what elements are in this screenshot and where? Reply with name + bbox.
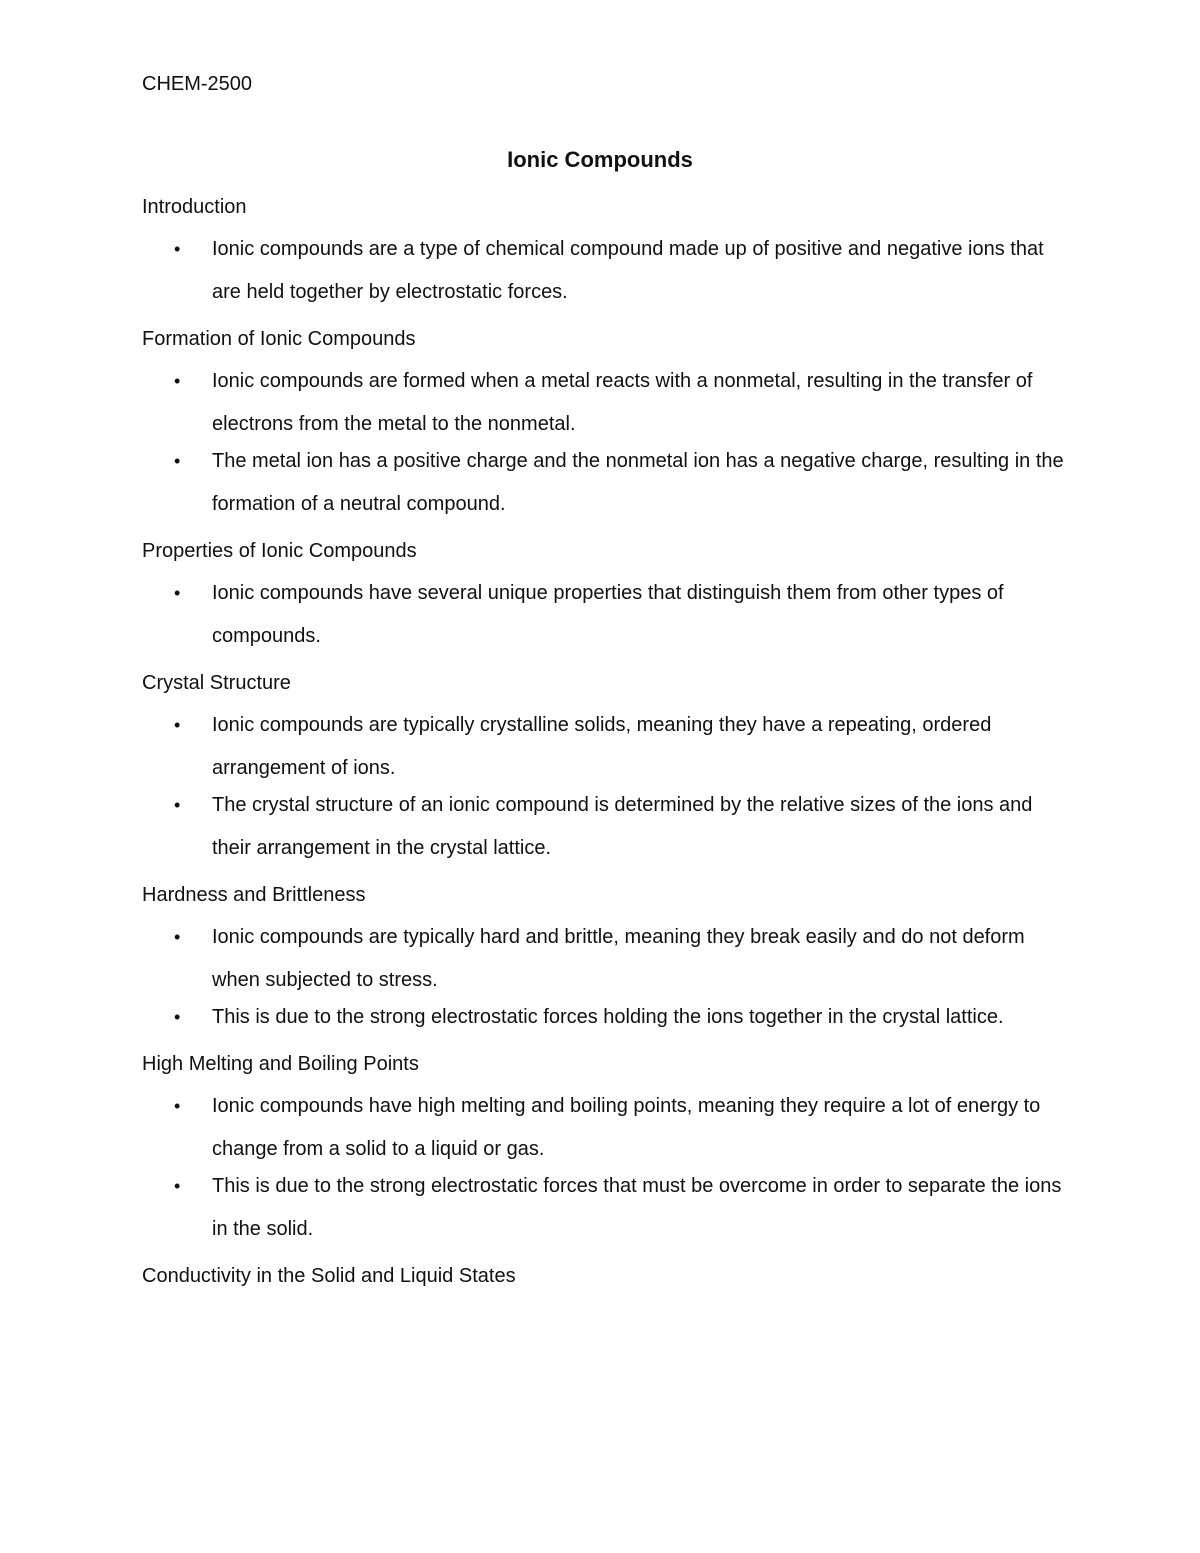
section-heading: High Melting and Boiling Points xyxy=(142,1053,419,1075)
bullet-list xyxy=(142,572,1072,658)
bullet-icon: • xyxy=(174,715,181,735)
bullet-text: Ionic compounds are formed when a metal reacts with a nonmetal, resulting in the transfer of electrons from the metal to the nonmetal. xyxy=(212,370,1033,435)
bullet-item xyxy=(142,228,1072,314)
section-heading: Introduction xyxy=(142,196,247,218)
bullet-icon: • xyxy=(174,927,181,947)
bullet-icon: • xyxy=(174,1176,181,1196)
bullet-item xyxy=(142,784,1072,870)
bullet-icon: • xyxy=(174,795,181,815)
section-heading: Conductivity in the Solid and Liquid States xyxy=(142,1265,516,1287)
bullet-icon: • xyxy=(174,1096,181,1116)
section-heading: Crystal Structure xyxy=(142,672,291,694)
bullet-item xyxy=(142,1085,1072,1171)
bullet-list xyxy=(142,1085,1072,1251)
document-body xyxy=(142,192,1072,1303)
bullet-list xyxy=(142,228,1072,314)
bullet-text: Ionic compounds are a type of chemical compound made up of positive and negative ions that are held together by electrostatic forces. xyxy=(212,238,1044,303)
course-code: CHEM-2500 xyxy=(142,73,253,95)
bullet-text: Ionic compounds are typically hard and brittle, meaning they break easily and do not deform when subjected to stress. xyxy=(212,926,1025,991)
bullet-item xyxy=(142,996,1072,1039)
bullet-icon: • xyxy=(174,239,181,259)
bullet-item xyxy=(142,360,1072,446)
bullet-item xyxy=(142,440,1072,526)
bullet-icon: • xyxy=(174,371,181,391)
bullet-icon: • xyxy=(174,1007,181,1027)
bullet-item xyxy=(142,572,1072,658)
section-heading: Hardness and Brittleness xyxy=(142,884,366,906)
bullet-icon: • xyxy=(174,583,181,603)
bullet-item xyxy=(142,1165,1072,1251)
bullet-list xyxy=(142,360,1072,526)
bullet-item xyxy=(142,704,1072,790)
page-title: Ionic Compounds xyxy=(507,147,693,172)
bullet-text: This is due to the strong electrostatic forces that must be overcome in order to separate the ions in the solid. xyxy=(212,1175,1062,1240)
bullet-list xyxy=(142,916,1072,1039)
bullet-text: This is due to the strong electrostatic forces holding the ions together in the crystal lattice. xyxy=(212,1006,1004,1028)
section-heading: Formation of Ionic Compounds xyxy=(142,328,416,350)
section-heading: Properties of Ionic Compounds xyxy=(142,540,417,562)
bullet-list xyxy=(142,704,1072,870)
bullet-icon: • xyxy=(174,451,181,471)
bullet-item xyxy=(142,916,1072,1002)
bullet-text: Ionic compounds have high melting and boiling points, meaning they require a lot of energy to change from a solid to a liquid or gas. xyxy=(212,1095,1041,1160)
bullet-text: The metal ion has a positive charge and the nonmetal ion has a negative charge, resulting in the formation of a neutral compound. xyxy=(212,450,1064,515)
bullet-text: The crystal structure of an ionic compound is determined by the relative sizes of the ions and their arrangement in the crystal lattice. xyxy=(212,794,1033,859)
bullet-text: Ionic compounds are typically crystalline solids, meaning they have a repeating, ordered arrangement of ions. xyxy=(212,714,992,779)
bullet-text: Ionic compounds have several unique properties that distinguish them from other types of compounds. xyxy=(212,582,1004,647)
